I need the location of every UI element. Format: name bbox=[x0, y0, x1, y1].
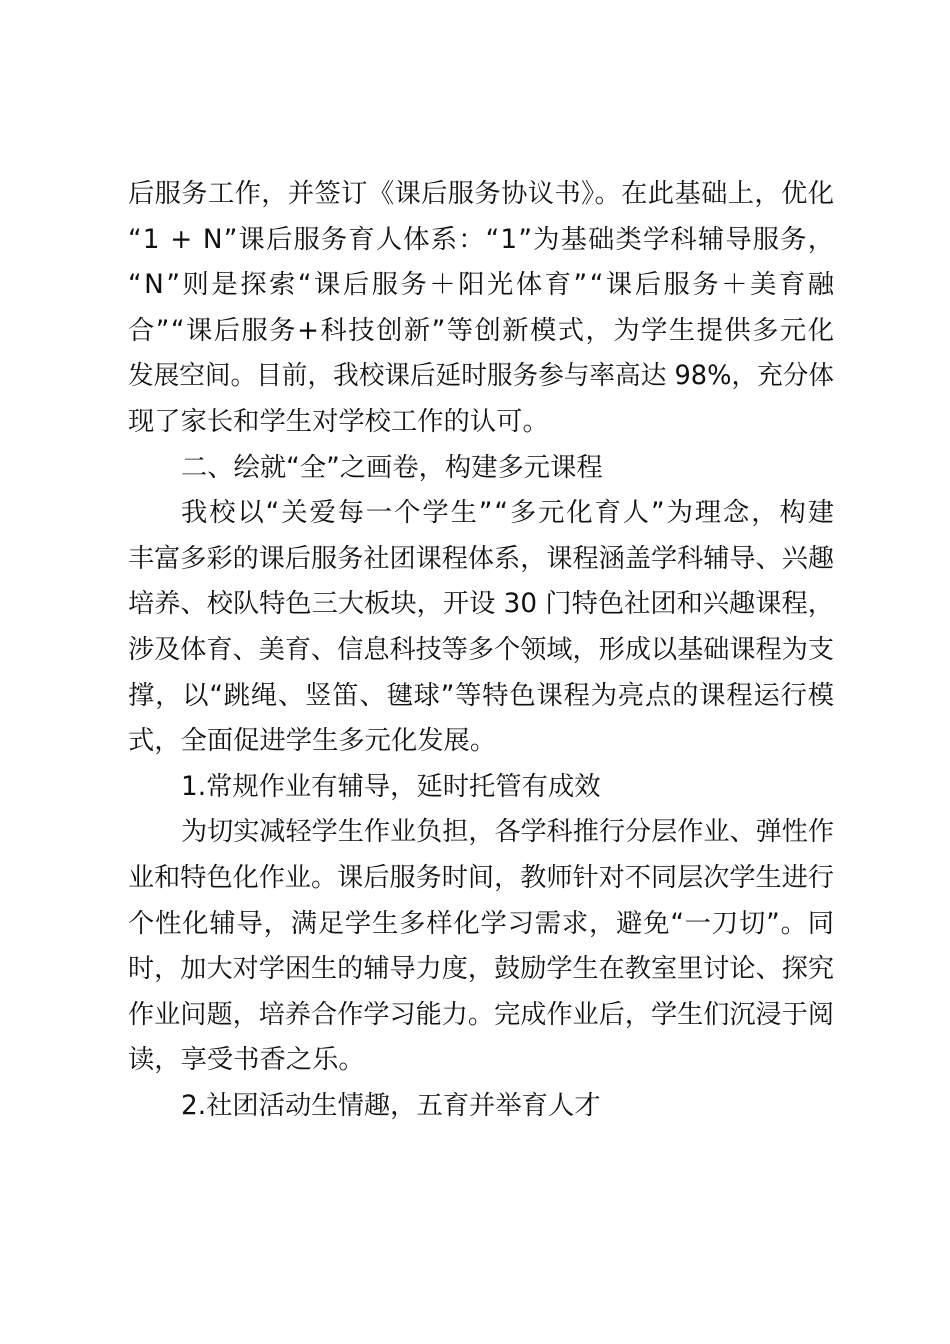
paragraph-line: 时，加大对学困生的辅导力度，鼓励学生在教室里讨论、探究 bbox=[128, 954, 834, 985]
paragraph-line: 后服务工作，并签订《课后服务协议书》。在此基础上，优化 bbox=[128, 179, 835, 209]
paragraph-line: 现了家长和学生对学校工作的认可。 bbox=[128, 406, 549, 437]
subsection-heading: 2.社团活动生情趣，五育并举育人才 bbox=[181, 1090, 601, 1121]
paragraph-line: 培养、校队特色三大板块，开设 30 门特色社团和兴趣课程， bbox=[128, 589, 834, 620]
paragraph-line: 我校以“关爱每一个学生”“多元化育人”为理念，构建 bbox=[181, 498, 836, 529]
section-heading: 二、绘就“全”之画卷，构建多元课程 bbox=[181, 452, 603, 483]
paragraph-line: 发展空间。目前，我校课后延时服务参与率高达 98%，充分体 bbox=[128, 361, 834, 392]
paragraph-line: 个性化辅导，满足学生多样化学习需求，避免“一刀切”。同 bbox=[128, 908, 835, 939]
document-body bbox=[128, 172, 837, 1129]
paragraph-line: “N”则是探索“课后服务＋阳光体育”“课后服务＋美育融 bbox=[128, 270, 837, 301]
paragraph-line: 撑，以“跳绳、竖笛、毽球”等特色课程为亮点的课程运行模 bbox=[128, 680, 835, 711]
subsection-heading: 1.常规作业有辅导，延时托管有成效 bbox=[181, 771, 601, 802]
paragraph-line: 丰富多彩的课后服务社团课程体系，课程涵盖学科辅导、兴趣 bbox=[128, 543, 834, 574]
paragraph-line: 涉及体育、美育、信息科技等多个领域，形成以基础课程为支 bbox=[128, 634, 834, 665]
paragraph-line: 读，享受书香之乐。 bbox=[128, 1045, 365, 1076]
paragraph-line: “1 + N”课后服务育人体系：“1”为基础类学科辅导服务， bbox=[128, 224, 836, 255]
paragraph-line: 作业问题，培养合作学习能力。完成作业后，学生们沉浸于阅 bbox=[128, 999, 834, 1030]
paragraph-line: 业和特色化作业。课后服务时间，教师针对不同层次学生进行 bbox=[128, 862, 834, 893]
paragraph-line: 式，全面促进学生多元化发展。 bbox=[128, 726, 497, 757]
paragraph-line: 合”“课后服务+科技创新”等创新模式，为学生提供多元化 bbox=[128, 315, 836, 346]
paragraph-line: 为切实减轻学生作业负担，各学科推行分层作业、弹性作 bbox=[181, 817, 834, 848]
